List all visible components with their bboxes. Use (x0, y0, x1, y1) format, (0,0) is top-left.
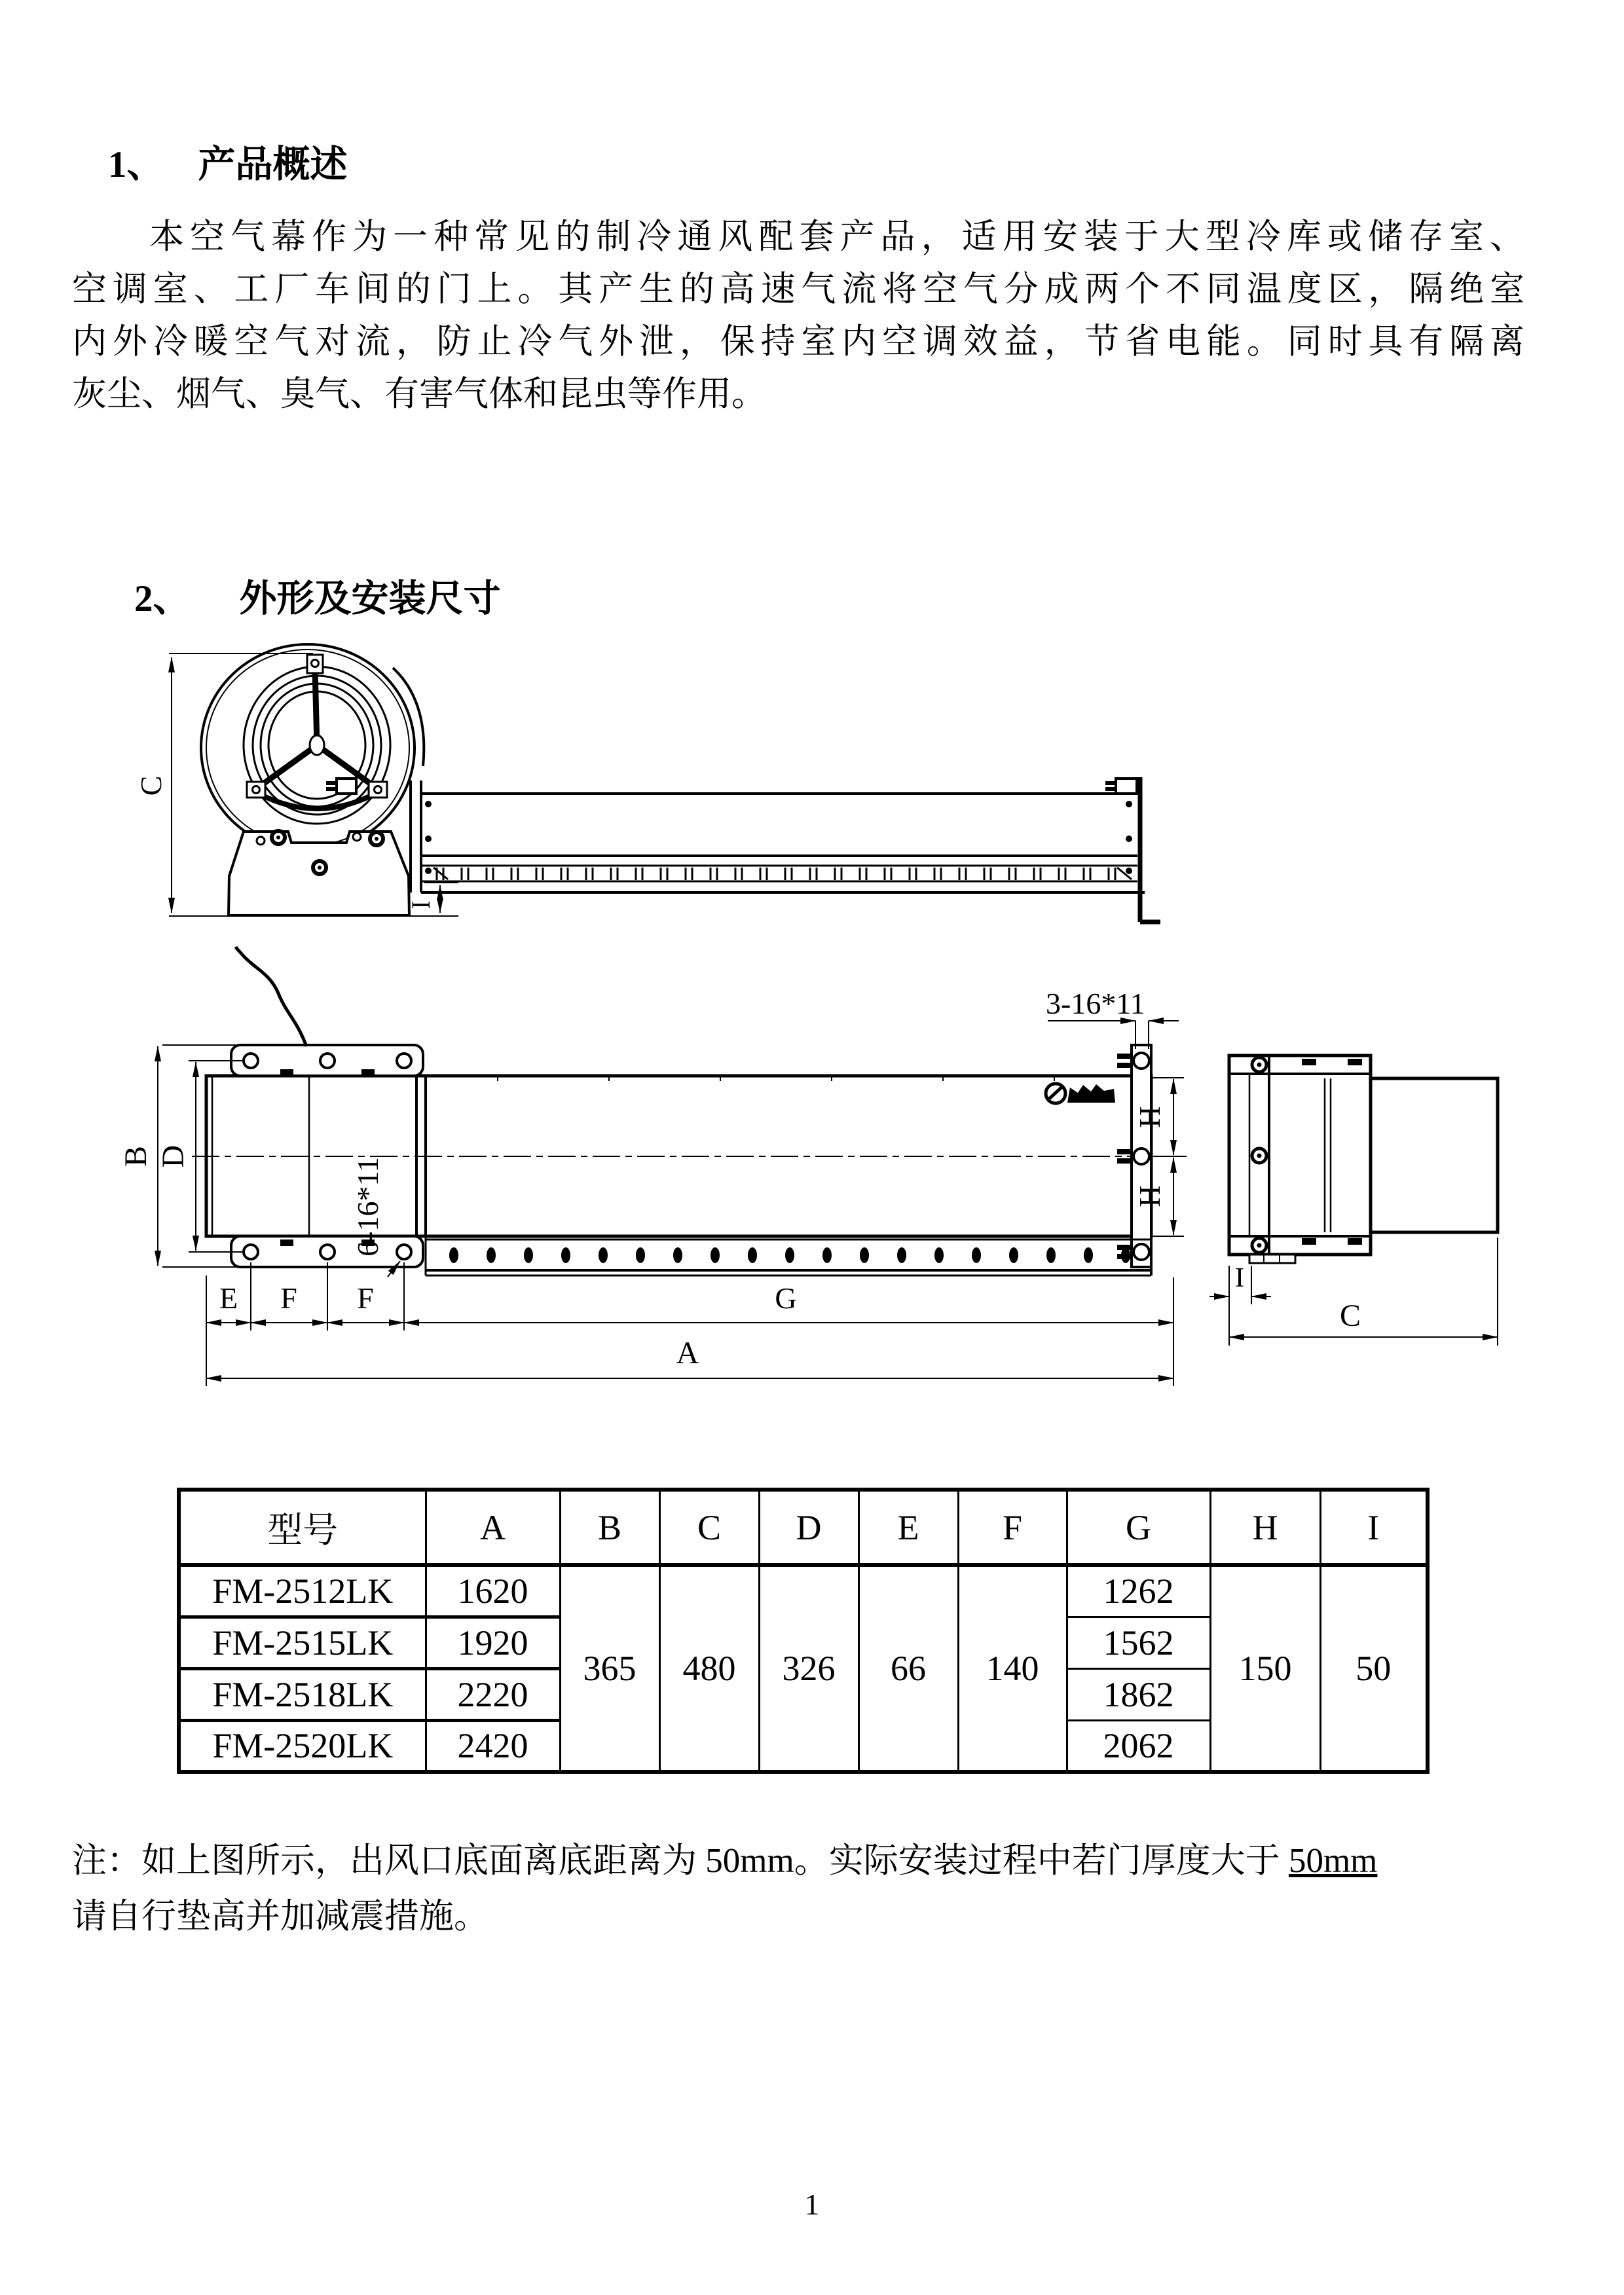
model-cell: FM-2520LK (179, 1720, 426, 1772)
note-line (72, 1833, 1542, 1889)
paragraph-line: 空调室、工厂车间的门上。其产生的高速气流将空气分成两个不同温度区，隔绝室 (72, 270, 1524, 308)
model-cell: FM-2515LK (179, 1617, 426, 1668)
side-view-drawing (134, 644, 1160, 922)
dimension-drawings (0, 622, 1624, 1441)
note-underlined-value: 50mm (1288, 1842, 1378, 1880)
value-d-cell: 326 (759, 1565, 858, 1772)
value-b-cell: 365 (560, 1565, 659, 1772)
plan-dim-b-label: B (119, 1145, 153, 1167)
model-cell: FM-2512LK (179, 1565, 426, 1617)
plan-dim-e-label: E (219, 1281, 238, 1315)
value-g-cell: 2062 (1067, 1720, 1210, 1772)
col-header-c: C (659, 1490, 759, 1565)
col-header-a: A (426, 1490, 560, 1565)
value-a-cell: 2220 (426, 1668, 560, 1720)
side-dim-c-label: C (134, 775, 168, 796)
plan-dim-a-label: A (676, 1336, 699, 1370)
model-cell: FM-2518LK (179, 1668, 426, 1720)
table-row (179, 1565, 1428, 1617)
plan-dim-h2-label: H (1133, 1185, 1166, 1207)
col-header-d: D (759, 1490, 858, 1565)
value-a-cell: 2420 (426, 1720, 560, 1772)
value-h-cell: 150 (1210, 1565, 1320, 1772)
end-dim-i-label: I (1235, 1263, 1244, 1293)
value-g-cell: 1862 (1067, 1668, 1210, 1720)
value-a-cell: 1920 (426, 1617, 560, 1668)
plan-dim-g-label: G (775, 1281, 797, 1315)
table-header-row (179, 1490, 1428, 1565)
value-i-cell: 50 (1320, 1565, 1428, 1772)
section-1-number: 1、 (108, 144, 164, 185)
paragraph-line: 内外冷暖空气对流，防止冷气外泄，保持室内空调效益，节省电能。同时具有隔离 (72, 323, 1524, 361)
rivet-dots (425, 801, 1132, 874)
section-2-number: 2、 (134, 578, 191, 619)
plan-dim-f2-label: F (357, 1281, 374, 1315)
side-dim-i-label: I (406, 900, 435, 909)
section-1-heading (108, 134, 348, 188)
slot-callout-top: 3-16*11 (1046, 987, 1145, 1020)
section-2-title: 外形及安装尺寸 (239, 578, 501, 619)
value-e-cell: 66 (858, 1565, 958, 1772)
section-1-title: 产品概述 (198, 144, 348, 185)
col-header-f: F (958, 1490, 1067, 1565)
page-number: 1 (804, 2188, 820, 2221)
value-a-cell: 1620 (426, 1565, 560, 1617)
installation-note (72, 1833, 1542, 1945)
section-2-heading (134, 568, 501, 622)
col-header-model: 型号 (179, 1490, 426, 1565)
paragraph-line: 本空气幕作为一种常见的制冷通风配套产品，适用安装于大型冷库或储存室、 (149, 218, 1524, 256)
end-dim-c-label: C (1339, 1298, 1361, 1333)
end-view-drawing (1209, 1056, 1498, 1346)
plan-view-drawing (119, 947, 1187, 1386)
slot-callout-side: 6-16*11 (351, 1157, 384, 1257)
paragraph-line: 灰尘、烟气、臭气、有害气体和昆虫等作用。 (72, 375, 766, 413)
note-text: 注：如上图所示，出风口底面离底距离为 50mm。实际安装过程中若门厚度大于 (72, 1842, 1289, 1880)
col-header-i: I (1320, 1490, 1428, 1565)
value-g-cell: 1262 (1067, 1565, 1210, 1617)
value-c-cell: 480 (659, 1565, 759, 1772)
note-line: 请自行垫高并加减震措施。 (72, 1898, 489, 1936)
product-overview-paragraph (72, 211, 1524, 420)
dimension-table (177, 1488, 1430, 1774)
col-header-b: B (560, 1490, 659, 1565)
plan-dim-d-label: D (156, 1145, 191, 1168)
col-header-h: H (1210, 1490, 1320, 1565)
power-cord (236, 947, 306, 1046)
plan-dim-f1-label: F (280, 1281, 297, 1315)
col-header-g: G (1067, 1490, 1210, 1565)
value-f-cell: 140 (958, 1565, 1067, 1772)
plan-dim-h1-label: H (1133, 1106, 1166, 1128)
value-g-cell: 1562 (1067, 1617, 1210, 1668)
col-header-e: E (858, 1490, 958, 1565)
